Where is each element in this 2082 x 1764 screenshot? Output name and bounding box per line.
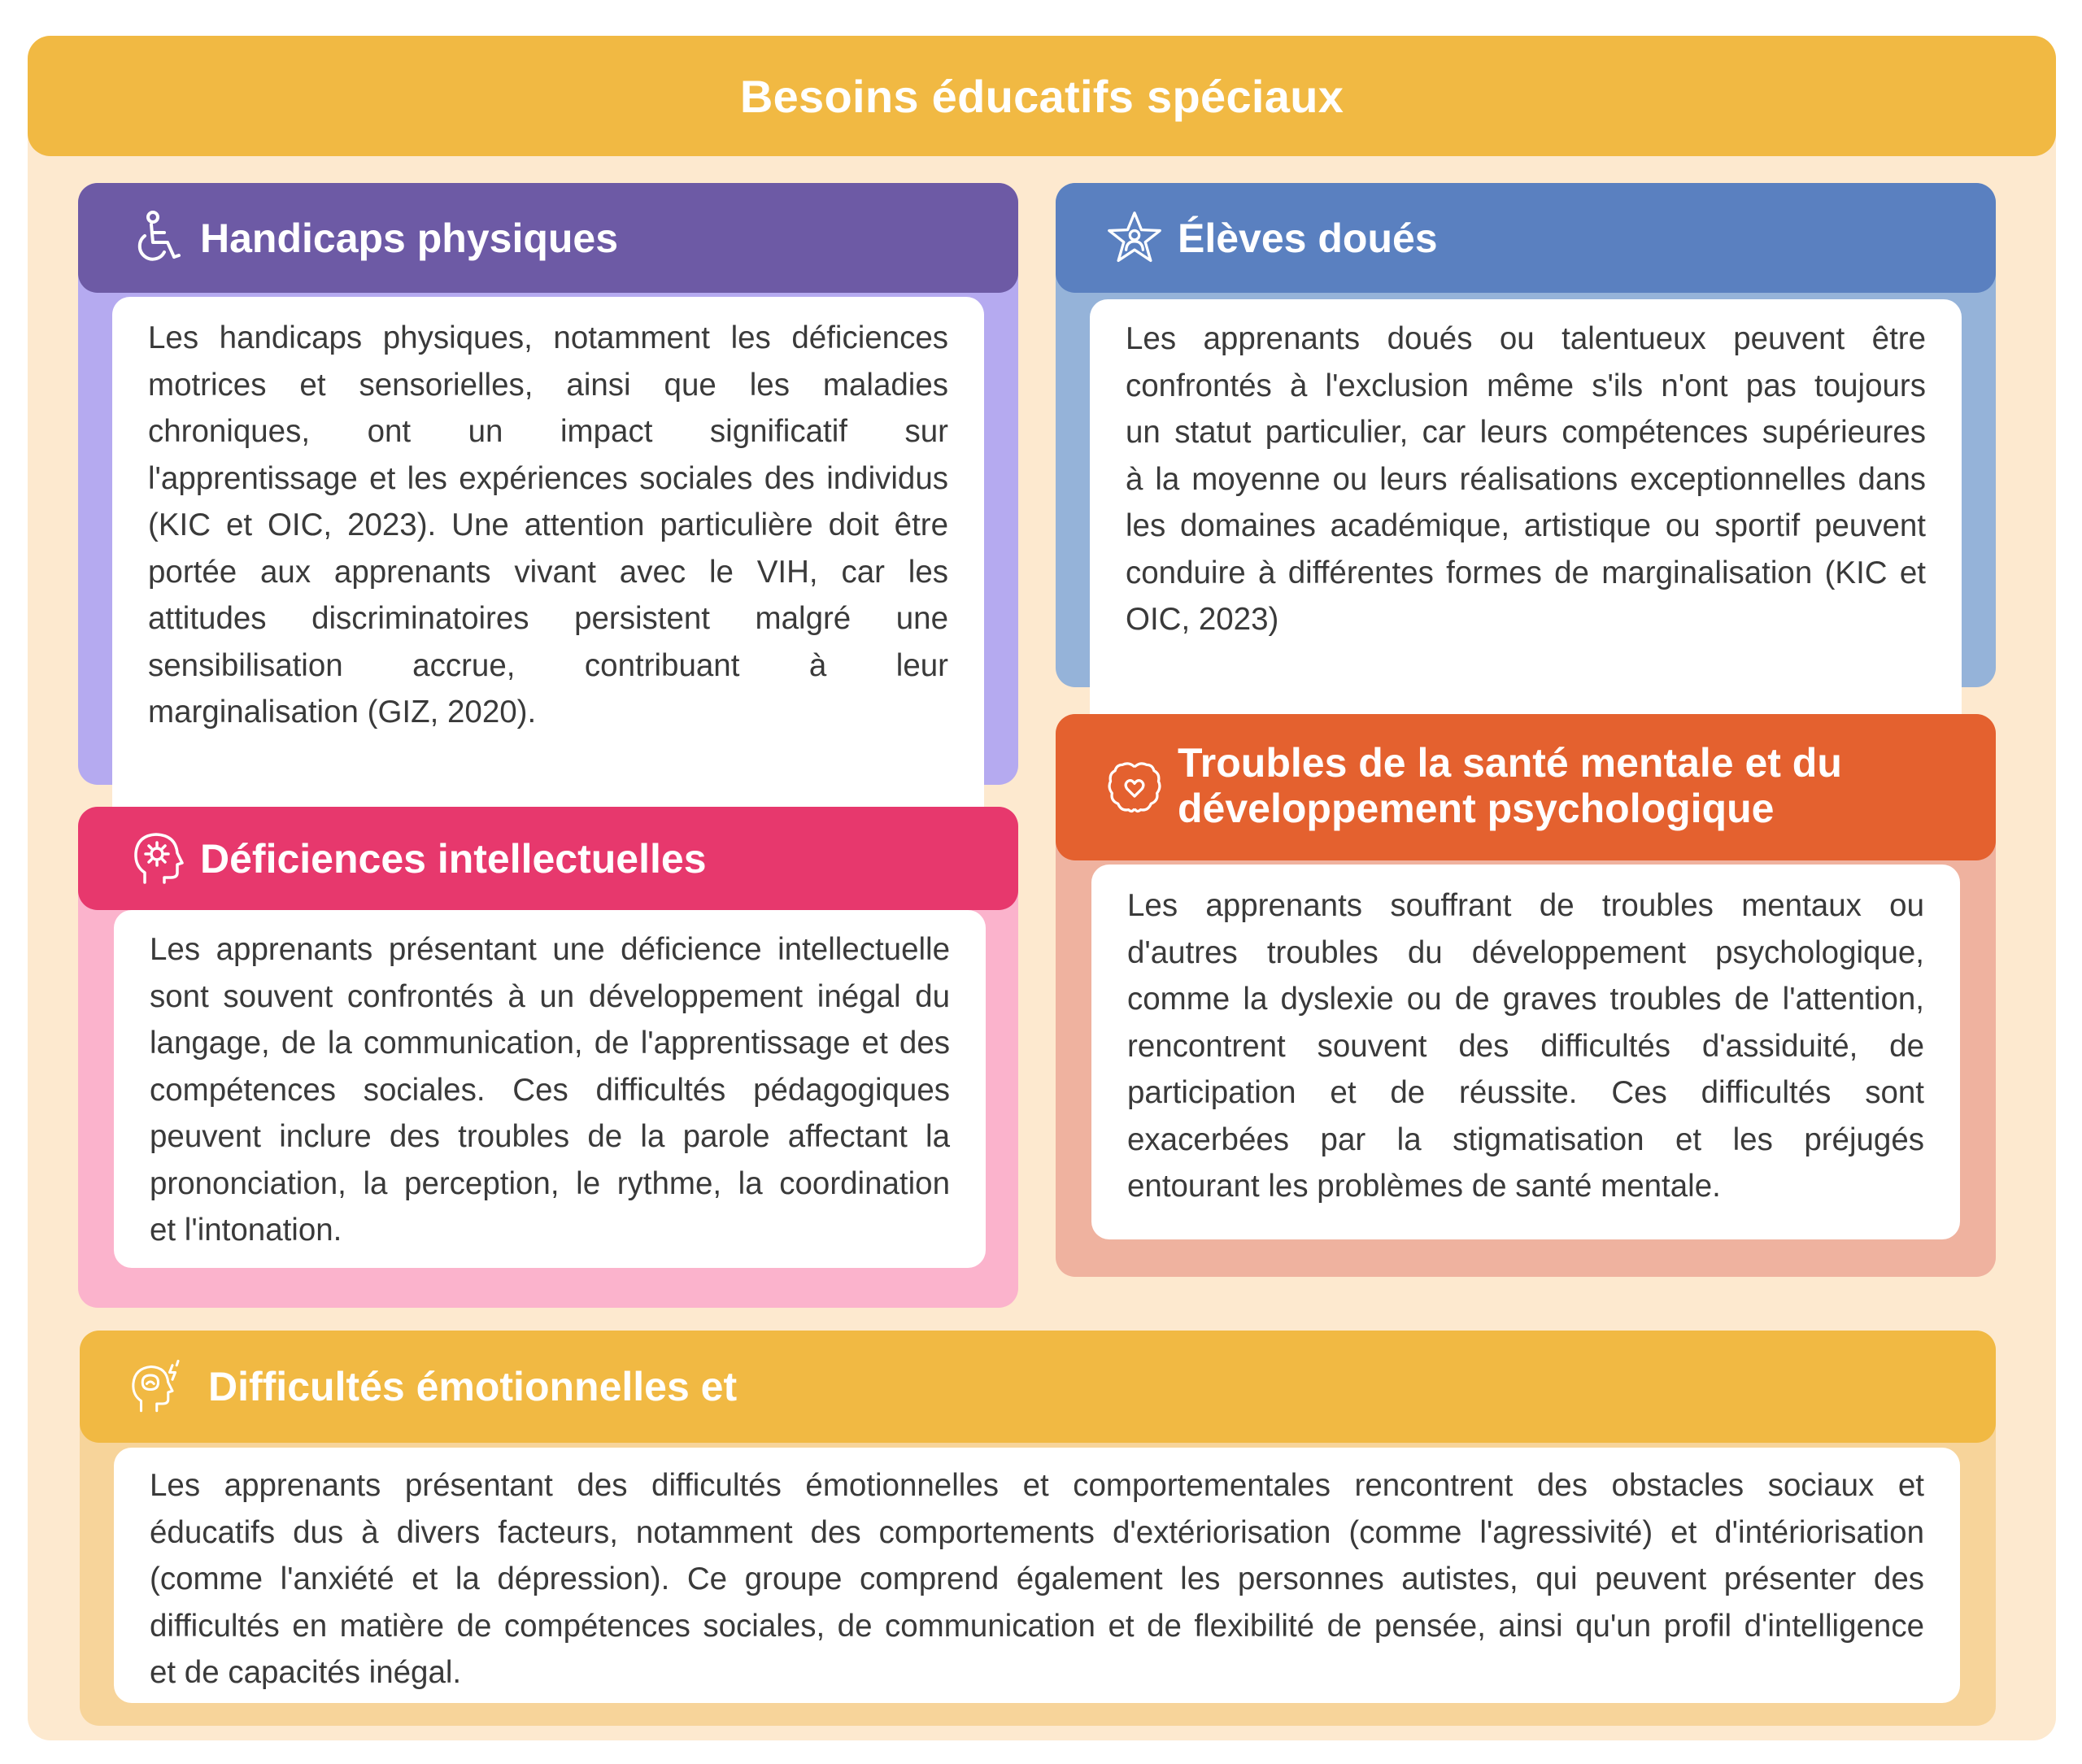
brain-heart-icon: [1106, 759, 1163, 816]
text-line: (KIC et OIC, 2023). Une attention particulière doit être: [148, 507, 948, 542]
text-line: peuvent inclure des troubles de la parole affectant la: [150, 1119, 950, 1154]
text-line: sont souvent confrontés à un développement inégal du: [150, 978, 950, 1014]
card-header-intellectual: [78, 807, 1018, 910]
text-line: Les apprenants souffrant de troubles mentaux ou: [1127, 888, 1924, 923]
text-line: d'autres troubles du développement psychologique,: [1127, 934, 1924, 970]
text-line: Les apprenants présentant une déficience intellectuelle: [150, 932, 950, 967]
text-line: l'apprentissage et les expériences sociales des individus: [148, 460, 948, 496]
text-line: attitudes discriminatoires persistent malgré une: [148, 601, 948, 636]
text-line: comme la dyslexie ou de graves troubles de l'attention,: [1127, 982, 1924, 1017]
text-line: les domaines académique, artistique ou sportif peuvent: [1126, 508, 1926, 543]
text-line: portée aux apprenants vivant avec le VIH, car les: [148, 554, 948, 590]
card-header-mental: [1056, 714, 1996, 860]
wheelchair-icon: [128, 210, 185, 267]
text-line: Les handicaps physiques, notamment les déficiences: [148, 320, 948, 355]
text-line: entourant les problèmes de santé mentale.: [1127, 1169, 1721, 1204]
text-line: confrontés à l'exclusion même s'ils n'ont pas toujours: [1126, 368, 1926, 403]
card-body-mental: [1091, 865, 1960, 1239]
card-title-physical: Handicaps physiques: [200, 215, 619, 261]
text-line: et l'intonation.: [150, 1213, 342, 1248]
card-mental-health: [1056, 714, 1996, 1277]
text-line: motrices et sensorielles, ainsi que les maladies: [148, 367, 948, 403]
card-header-emotional: [80, 1331, 1996, 1443]
head-emotion-icon: [127, 1358, 184, 1415]
card-physical-disabilities: [78, 183, 1018, 785]
text-line: conduire à différentes formes de marginalisation (KIC et: [1126, 555, 1926, 590]
text-line: éducatifs dus à divers facteurs, notamment des comportements d'extériorisation (comme l'agressivité) et d'intériorisation: [150, 1514, 1924, 1550]
star-person-icon: [1106, 210, 1163, 267]
text-line: Les apprenants présentant des difficultés émotionnelles et comportementales rencontrent des obstacles sociaux et: [150, 1468, 1924, 1503]
text-line: sensibilisation accrue, contribuant à leur: [148, 647, 948, 683]
card-title-mental: [1178, 740, 1971, 831]
text-line: difficultés en matière de compétences sociales, de communication et de flexibilité de pensée, ainsi qu'un profil d'intelligence: [150, 1608, 1924, 1644]
card-gifted-students: [1056, 183, 1996, 687]
text-line: Les apprenants doués ou talentueux peuvent être: [1126, 321, 1926, 356]
card-title-emotional: Difficultés émotionnelles et: [208, 1364, 738, 1409]
card-body-emotional: [114, 1448, 1960, 1703]
card-title-gifted: Élèves doués: [1178, 215, 1438, 261]
text-line: exacerbées par la stigmatisation et les préjugés: [1127, 1122, 1924, 1157]
text-line: marginalisation (GIZ, 2020).: [148, 695, 537, 730]
card-header-gifted: [1056, 183, 1996, 293]
text-line: et de capacités inégal.: [150, 1655, 462, 1690]
card-body-intellectual: [114, 910, 986, 1268]
head-brain-icon: [128, 830, 185, 887]
card-title-mental-line1: Troubles de la santé mentale et du: [1178, 740, 1842, 786]
card-title-intellectual: Déficiences intellectuelles: [200, 835, 707, 882]
text-line: compétences sociales. Ces difficultés pédagogiques: [150, 1072, 950, 1108]
page-title: Besoins éducatifs spéciaux: [28, 36, 2056, 156]
text-line: prononciation, la perception, le rythme, la coordination: [150, 1165, 950, 1201]
text-line: participation et de réussite. Ces difficultés sont: [1127, 1075, 1924, 1110]
text-line: chroniques, ont un impact significatif sur: [148, 414, 948, 449]
card-intellectual-disabilities: [78, 807, 1018, 1308]
text-line: rencontrent souvent des difficultés d'assiduité, de: [1127, 1028, 1924, 1064]
text-line: un statut particulier, car leurs compétences supérieures: [1126, 415, 1926, 450]
text-line: langage, de la communication, de l'apprentissage et des: [150, 1026, 950, 1061]
text-line: à la moyenne ou leurs réalisations exceptionnelles dans: [1126, 461, 1926, 497]
card-emotional-difficulties: [80, 1331, 1996, 1726]
card-title-mental-line2: développement psychologique: [1178, 786, 1775, 831]
card-header-physical: [78, 183, 1018, 293]
text-line: OIC, 2023): [1126, 602, 1279, 637]
text-line: (comme l'anxiété et la dépression). Ce groupe comprend également les personnes autistes, qui peuvent présenter des: [150, 1561, 1924, 1596]
